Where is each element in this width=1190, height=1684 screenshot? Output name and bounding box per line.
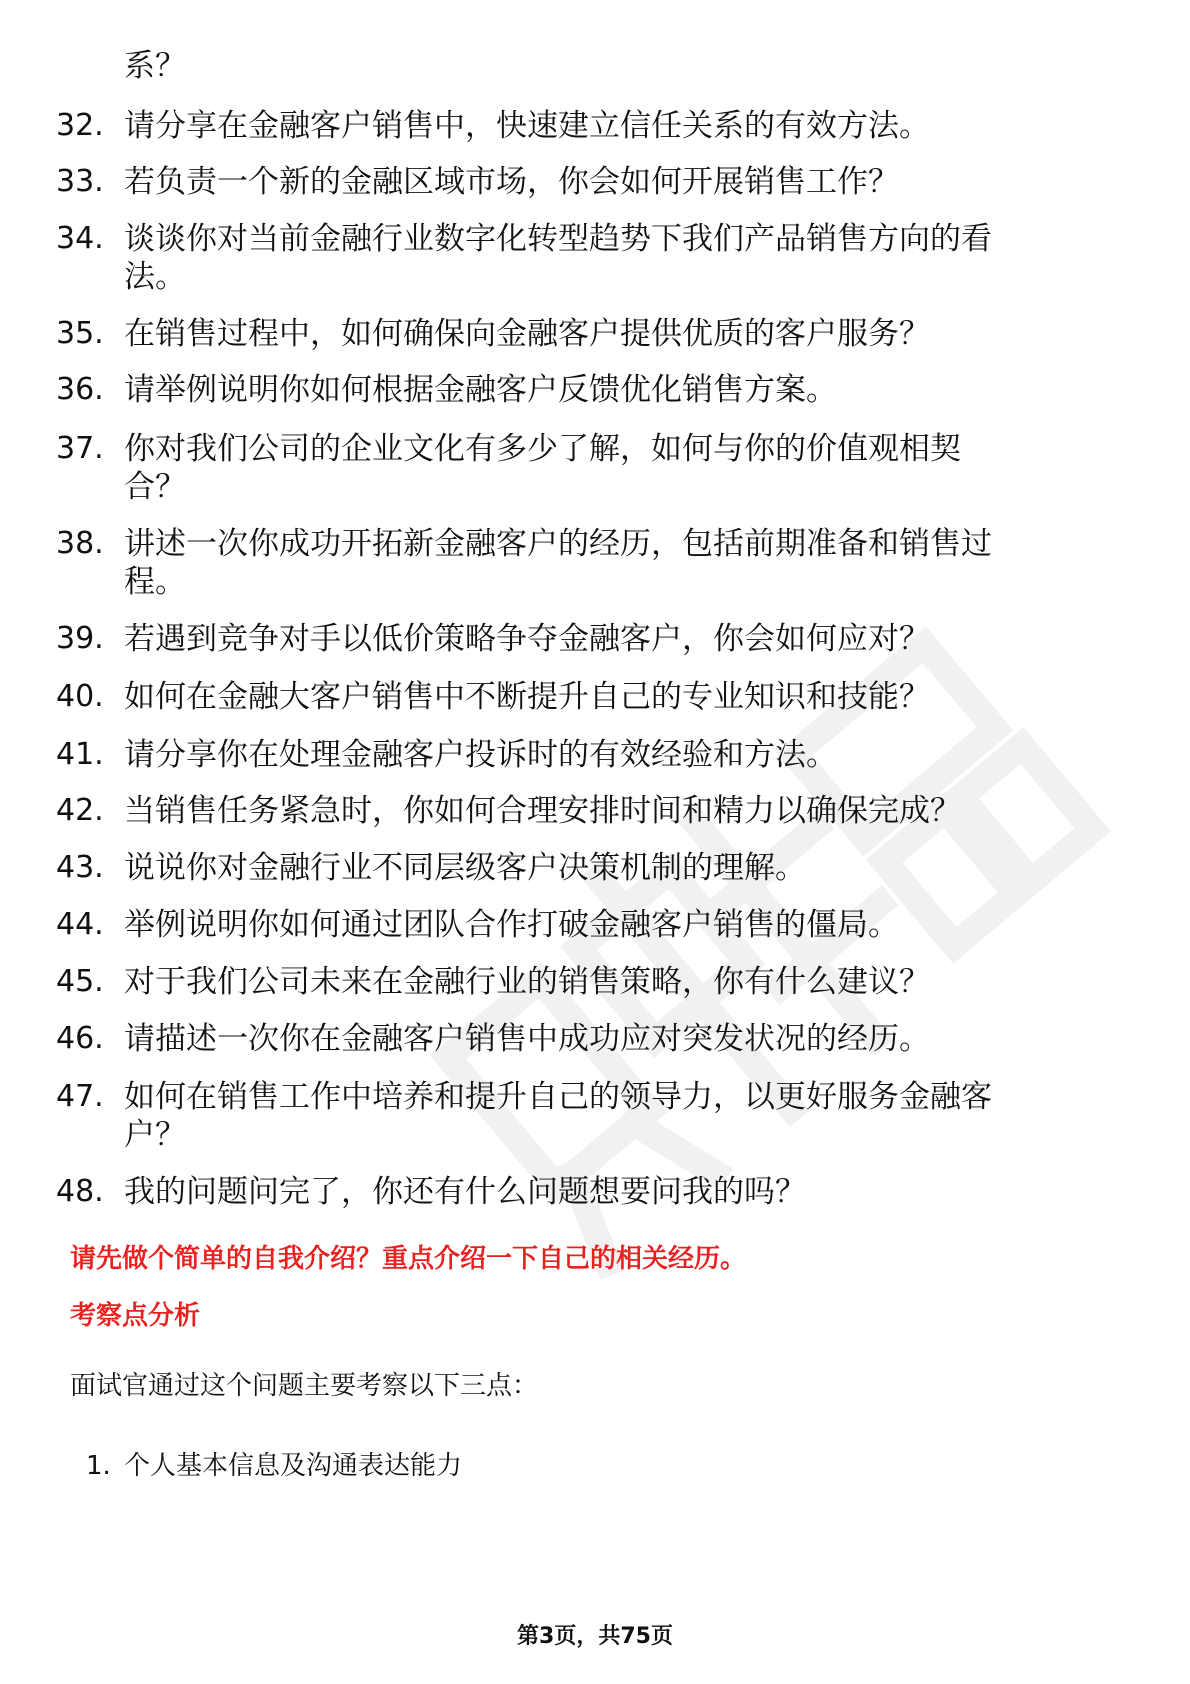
item-number: 41. [56, 737, 104, 772]
item-number: 33. [56, 164, 104, 199]
point-number: 1. [86, 1451, 111, 1481]
question-heading: 请先做个简单的自我介绍？重点介绍一下自己的相关经历。 [70, 1244, 747, 1274]
item-number: 34. [56, 221, 104, 256]
item-text: 请举例说明你如何根据金融客户反馈优化销售方案。 [124, 372, 837, 408]
item-text: 举例说明你如何通过团队合作打破金融客户销售的僵局。 [124, 907, 899, 943]
item-text: 我的问题问完了，你还有什么问题想要问我的吗？ [124, 1174, 806, 1210]
item-text: 若负责一个新的金融区域市场，你会如何开展销售工作？ [124, 164, 899, 200]
item-number: 37. [56, 431, 104, 466]
item-text: 谈谈你对当前金融行业数字化转型趋势下我们产品销售方向的看 [124, 221, 992, 257]
continuation-text: 系？ [124, 48, 186, 84]
item-text: 请分享你在处理金融客户投诉时的有效经验和方法。 [124, 737, 837, 773]
intro-paragraph: 面试官通过这个问题主要考察以下三点： [70, 1371, 539, 1401]
item-text: 你对我们公司的企业文化有多少了解，如何与你的价值观相契 [124, 431, 961, 467]
item-text: 如何在金融大客户销售中不断提升自己的专业知识和技能？ [124, 679, 930, 715]
item-text-continued: 法。 [124, 259, 186, 295]
item-text: 说说你对金融行业不同层级客户决策机制的理解。 [124, 850, 806, 886]
item-number: 40. [56, 679, 104, 714]
item-number: 44. [56, 907, 104, 942]
item-text-continued: 户？ [124, 1117, 186, 1153]
item-number: 46. [56, 1021, 104, 1056]
item-number: 48. [56, 1174, 104, 1209]
item-text: 在销售过程中，如何确保向金融客户提供优质的客户服务？ [124, 316, 930, 352]
item-text-continued: 程。 [124, 564, 186, 600]
item-text: 请分享在金融客户销售中，快速建立信任关系的有效方法。 [124, 108, 930, 144]
analysis-heading: 考察点分析 [70, 1301, 201, 1331]
item-number: 35. [56, 316, 104, 351]
item-number: 36. [56, 372, 104, 407]
item-text: 若遇到竞争对手以低价策略争夺金融客户，你会如何应对？ [124, 621, 930, 657]
item-number: 32. [56, 108, 104, 143]
item-number: 43. [56, 850, 104, 885]
point-text: 个人基本信息及沟通表达能力 [124, 1451, 463, 1481]
item-text: 对于我们公司未来在金融行业的销售策略，你有什么建议？ [124, 964, 930, 1000]
item-number: 47. [56, 1079, 104, 1114]
item-text: 讲述一次你成功开拓新金融客户的经历，包括前期准备和销售过 [124, 526, 992, 562]
item-number: 39. [56, 621, 104, 656]
item-text: 当销售任务紧急时，你如何合理安排时间和精力以确保完成？ [124, 793, 961, 829]
item-text: 请描述一次你在金融客户销售中成功应对突发状况的经历。 [124, 1021, 930, 1057]
item-number: 45. [56, 964, 104, 999]
item-text: 如何在销售工作中培养和提升自己的领导力，以更好服务金融客 [124, 1079, 992, 1115]
item-number: 42. [56, 793, 104, 828]
page-footer: 第3页，共75页 [517, 1624, 673, 1649]
item-text-continued: 合？ [124, 469, 186, 505]
item-number: 38. [56, 526, 104, 561]
